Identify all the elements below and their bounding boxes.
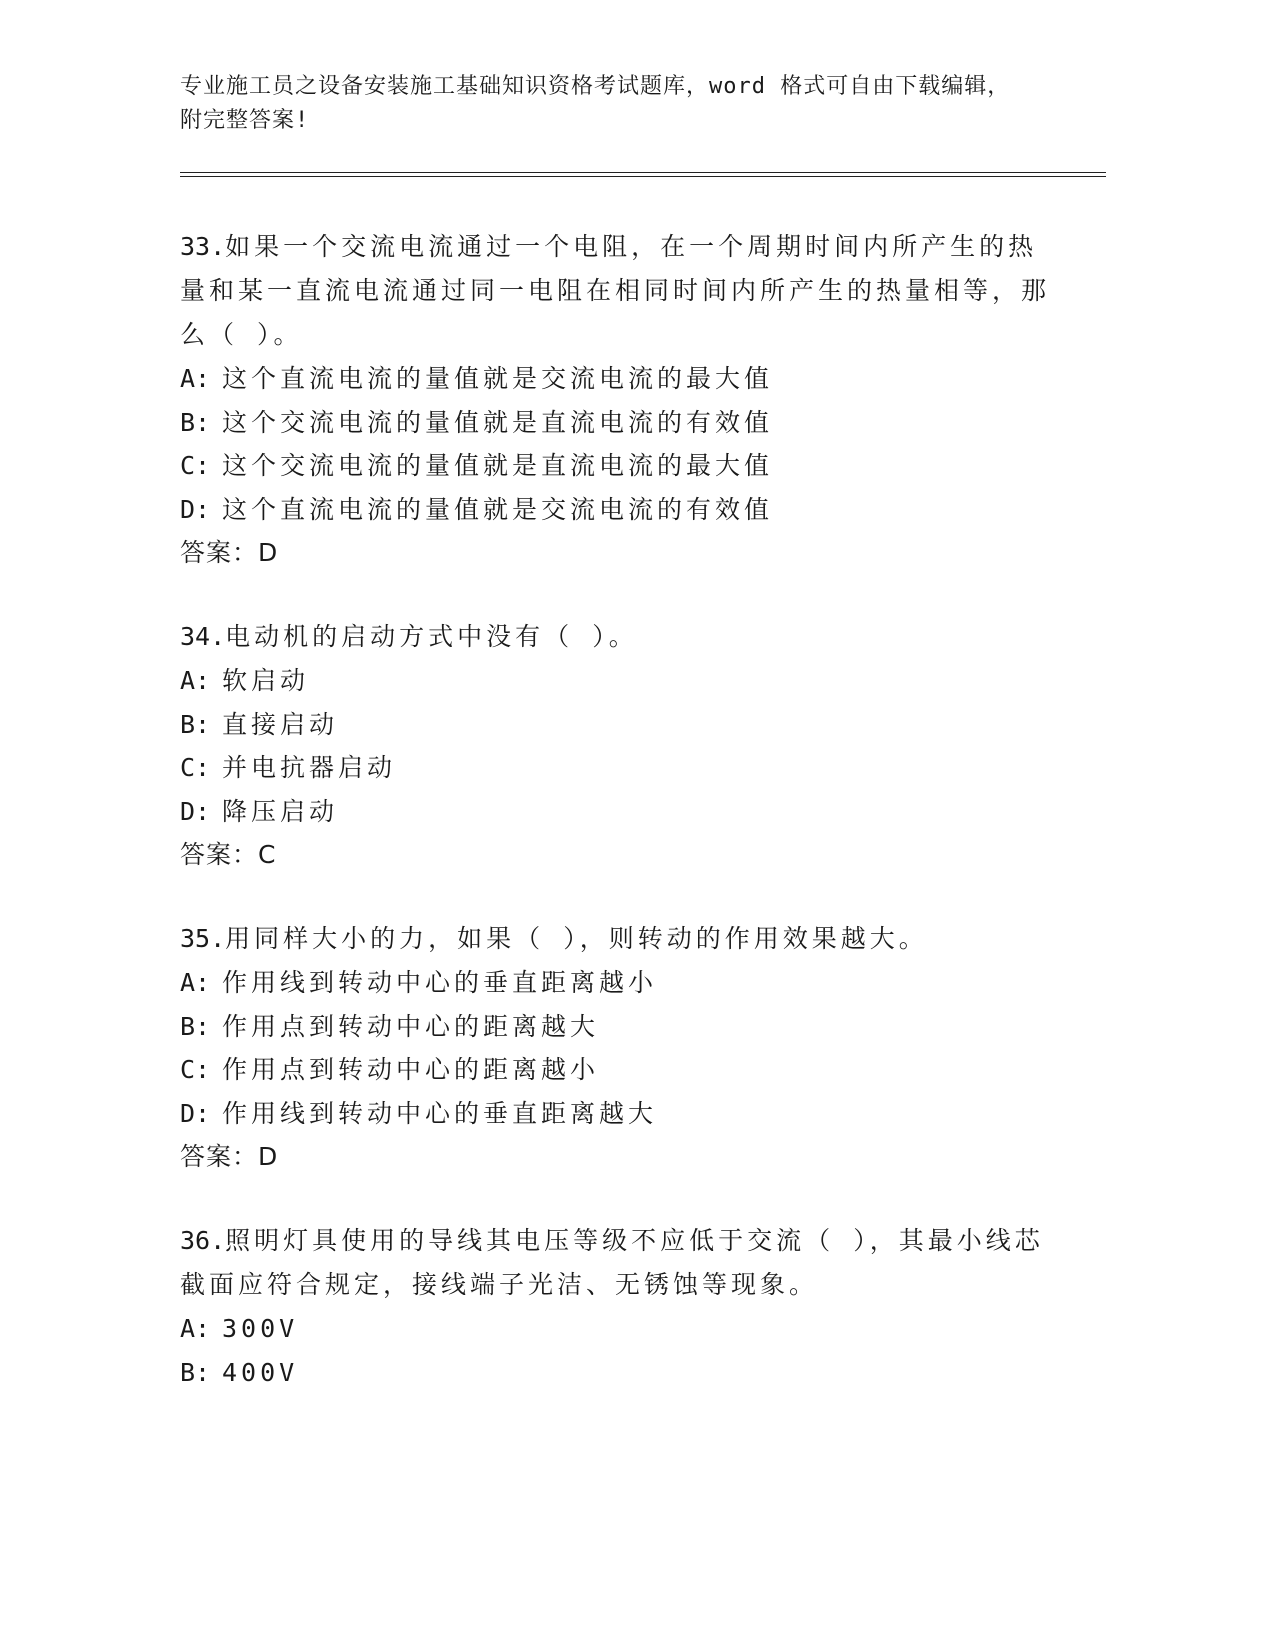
question-number: 35. — [180, 924, 226, 953]
question-35 — [180, 917, 1060, 1179]
option-c — [180, 1048, 1060, 1092]
option-letter: A: — [180, 968, 211, 997]
option-text: 作用线到转动中心的垂直距离越小 — [222, 968, 658, 997]
question-text: 如果一个交流电流通过一个电阻，在一个周期时间内所产生的热量和某一直流电流通过同一电阻在相同时间内所产生的热量相等，那么（ ）。 — [180, 232, 1051, 349]
option-text: 300V — [222, 1314, 299, 1343]
answer-line: 答案：D — [180, 1142, 279, 1171]
question-stem — [180, 615, 1060, 659]
option-c — [180, 444, 1060, 488]
question-text: 电动机的启动方式中没有（ ）。 — [225, 622, 638, 651]
question-stem — [180, 225, 1060, 357]
option-text: 400V — [222, 1357, 299, 1387]
option-letter: B: — [180, 709, 211, 739]
option-d — [180, 488, 1060, 532]
option-letter: C: — [180, 753, 211, 782]
question-33 — [180, 225, 1060, 575]
question-number: 33. — [180, 232, 226, 261]
option-a — [180, 1307, 1060, 1351]
option-d — [180, 1092, 1060, 1136]
option-text: 软启动 — [222, 666, 310, 695]
option-letter: D: — [180, 1098, 211, 1128]
option-letter: C: — [180, 1055, 211, 1084]
option-text: 这个交流电流的量值就是直流电流的最大值 — [222, 451, 774, 480]
option-letter: A: — [180, 666, 211, 695]
option-a — [180, 357, 1060, 401]
question-stem — [180, 1219, 1060, 1307]
header-divider — [180, 172, 1106, 177]
option-a — [180, 659, 1060, 703]
option-text: 这个直流电流的量值就是交流电流的有效值 — [222, 494, 774, 524]
option-letter: A: — [180, 364, 211, 393]
option-text: 直接启动 — [222, 709, 339, 739]
document-header — [180, 70, 1100, 138]
option-text: 作用点到转动中心的距离越小 — [222, 1055, 600, 1084]
option-letter: D: — [180, 796, 211, 826]
option-text: 作用点到转动中心的距离越大 — [222, 1011, 600, 1041]
header-line-1: 专业施工员之设备安装施工基础知识资格考试题库，word 格式可自由下载编辑， — [180, 74, 1011, 99]
option-c — [180, 746, 1060, 790]
option-text: 这个交流电流的量值就是直流电流的有效值 — [222, 407, 774, 437]
option-letter: B: — [180, 1357, 211, 1387]
question-list — [180, 225, 1060, 1434]
option-text: 并电抗器启动 — [222, 753, 397, 782]
option-letter: D: — [180, 494, 211, 524]
header-line-2: 附完整答案! — [180, 108, 310, 133]
option-b — [180, 1351, 1060, 1395]
question-number: 34. — [180, 622, 226, 651]
option-letter: B: — [180, 407, 211, 437]
question-text: 照明灯具使用的导线其电压等级不应低于交流（ ），其最小线芯截面应符合规定，接线端子光洁、无锈蚀等现象。 — [180, 1226, 1044, 1299]
answer-line: 答案：C — [180, 840, 277, 869]
option-letter: B: — [180, 1011, 211, 1041]
question-36 — [180, 1219, 1060, 1394]
question-stem — [180, 917, 1060, 961]
option-text: 这个直流电流的量值就是交流电流的最大值 — [222, 364, 774, 393]
option-b — [180, 401, 1060, 445]
option-d — [180, 790, 1060, 834]
option-b — [180, 1005, 1060, 1049]
option-a — [180, 961, 1060, 1005]
option-text: 降压启动 — [222, 796, 339, 826]
option-b — [180, 703, 1060, 747]
question-text: 用同样大小的力，如果（ ），则转动的作用效果越大。 — [225, 924, 928, 953]
option-letter: C: — [180, 451, 211, 480]
question-34 — [180, 615, 1060, 877]
answer-line: 答案：D — [180, 538, 279, 567]
question-number: 36. — [180, 1226, 226, 1255]
option-text: 作用线到转动中心的垂直距离越大 — [222, 1098, 658, 1128]
option-letter: A: — [180, 1314, 211, 1343]
